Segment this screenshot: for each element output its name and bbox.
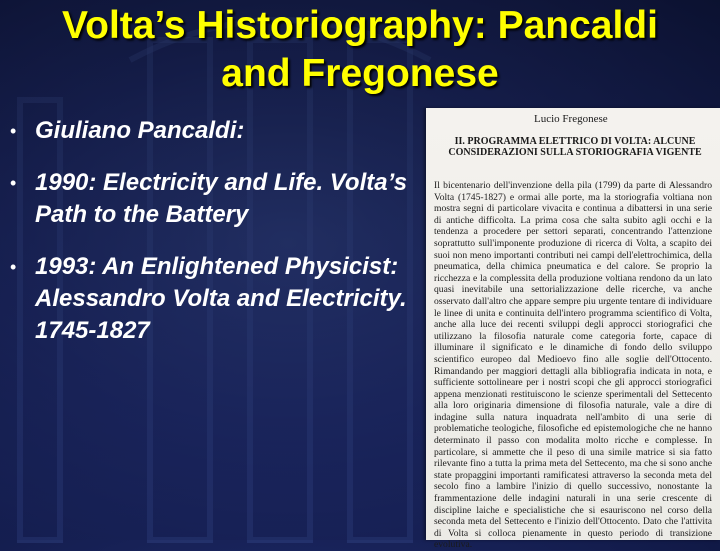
bullet-item-1993 xyxy=(10,251,415,347)
bullet-marker: • xyxy=(10,173,17,193)
scanned-document-image xyxy=(426,108,720,551)
document-heading: II. PROGRAMMA ELETTRICO DI VOLTA: ALCUNE CONSIDERAZIONI SULLA STORIOGRAFIA VIGENTE xyxy=(448,136,702,158)
bullet-marker: • xyxy=(10,257,17,277)
bullet-text: 1990: Electricity and Life. Volta’s Path to the Battery xyxy=(35,169,408,228)
bullet-item-1990 xyxy=(10,167,415,231)
bullet-text: 1993: An Enlightened Physicist: Alessandro Volta and Electricity. 1745-1827 xyxy=(35,253,407,344)
bullet-item-pancaldi xyxy=(10,115,415,147)
bullet-text: Giuliano Pancaldi: xyxy=(35,117,245,144)
slide-title-line-1: Volta’s Historiography: Pancaldi xyxy=(62,4,658,47)
document-body-text: Il bicentenario dell'invenzione della pila (1799) da parte di Alessandro Volta (1745-1827) e ormai alle porte, ma la storiografia voltiana non mostra segni di particolare vivacita e continua a dibattersi in una serie di antiche difficolta. La prima cosa che salta subito agli occhi e la tendenza a procedere per settori separati, concentrando l'attenzione soprattutto sull'imponente produzione di ricerca di Volta, a scapito dei suoi non meno importanti contributi nei campi dell'elettrochimica, della pneumatica, della chimica pneumatica e del calore. Se proprio la ricchezza e la complessita della produzione voltiana rendono da un lato quasi inevitabile una settorializzazione delle ricerche, va anche osservato dall'altro che appare sempre piu urgente tentare di individuare le linee di unita e continuita dell'intero programma scientifico di Volta, anche alla luce dei recenti sviluppi degli approcci storiografici che utilizzano la filosofia naturale come categoria forte, capace di illuminare il significato e le dinamiche di fondo dello sviluppo scientifico europeo dal Medioevo fino alle soglie dell'Ottocento. Rimandando per maggiori dettagli alla bibliografia indicata in nota, e sufficiente sottolineare per i nostri scopi che gli approcci storiografici appena menzionati restituiscono le scienze sperimentali del Settecento alla loro originaria dimensione di filosofia naturale, vale a dire di indagine sulla natura inquadrata nell'ambito di una serie di problematiche teologiche, filosofiche ed epistemologiche che ne hanno determinato il passo con modalita molto ricche e complesse. In particolare, si ammette che il peso di una simile matrice si sia fatto rilevante fino a tutta la prima meta del Settecento, ma che si sono anche state propaggini importanti ramificatesi attraverso la seconda meta del secolo fino a lambire l'inizio di quello successivo, nonostante la frammentazione delle indagini naturali in una serie crescente di discipline laiche e specialistiche che si esauriscono nel corso della seconda meta del Settecento e l'inizio dell'Ottocento. Dato che l'attivita di Volta si colloca pienamente in questo periodo di transizione evolutiva. xyxy=(434,180,712,551)
document-author: Lucio Fregonese xyxy=(534,113,608,125)
bullet-list xyxy=(10,115,415,367)
slide-title-line-2: and Fregonese xyxy=(221,52,499,95)
slide-title xyxy=(0,2,720,98)
bullet-marker: • xyxy=(10,121,17,141)
